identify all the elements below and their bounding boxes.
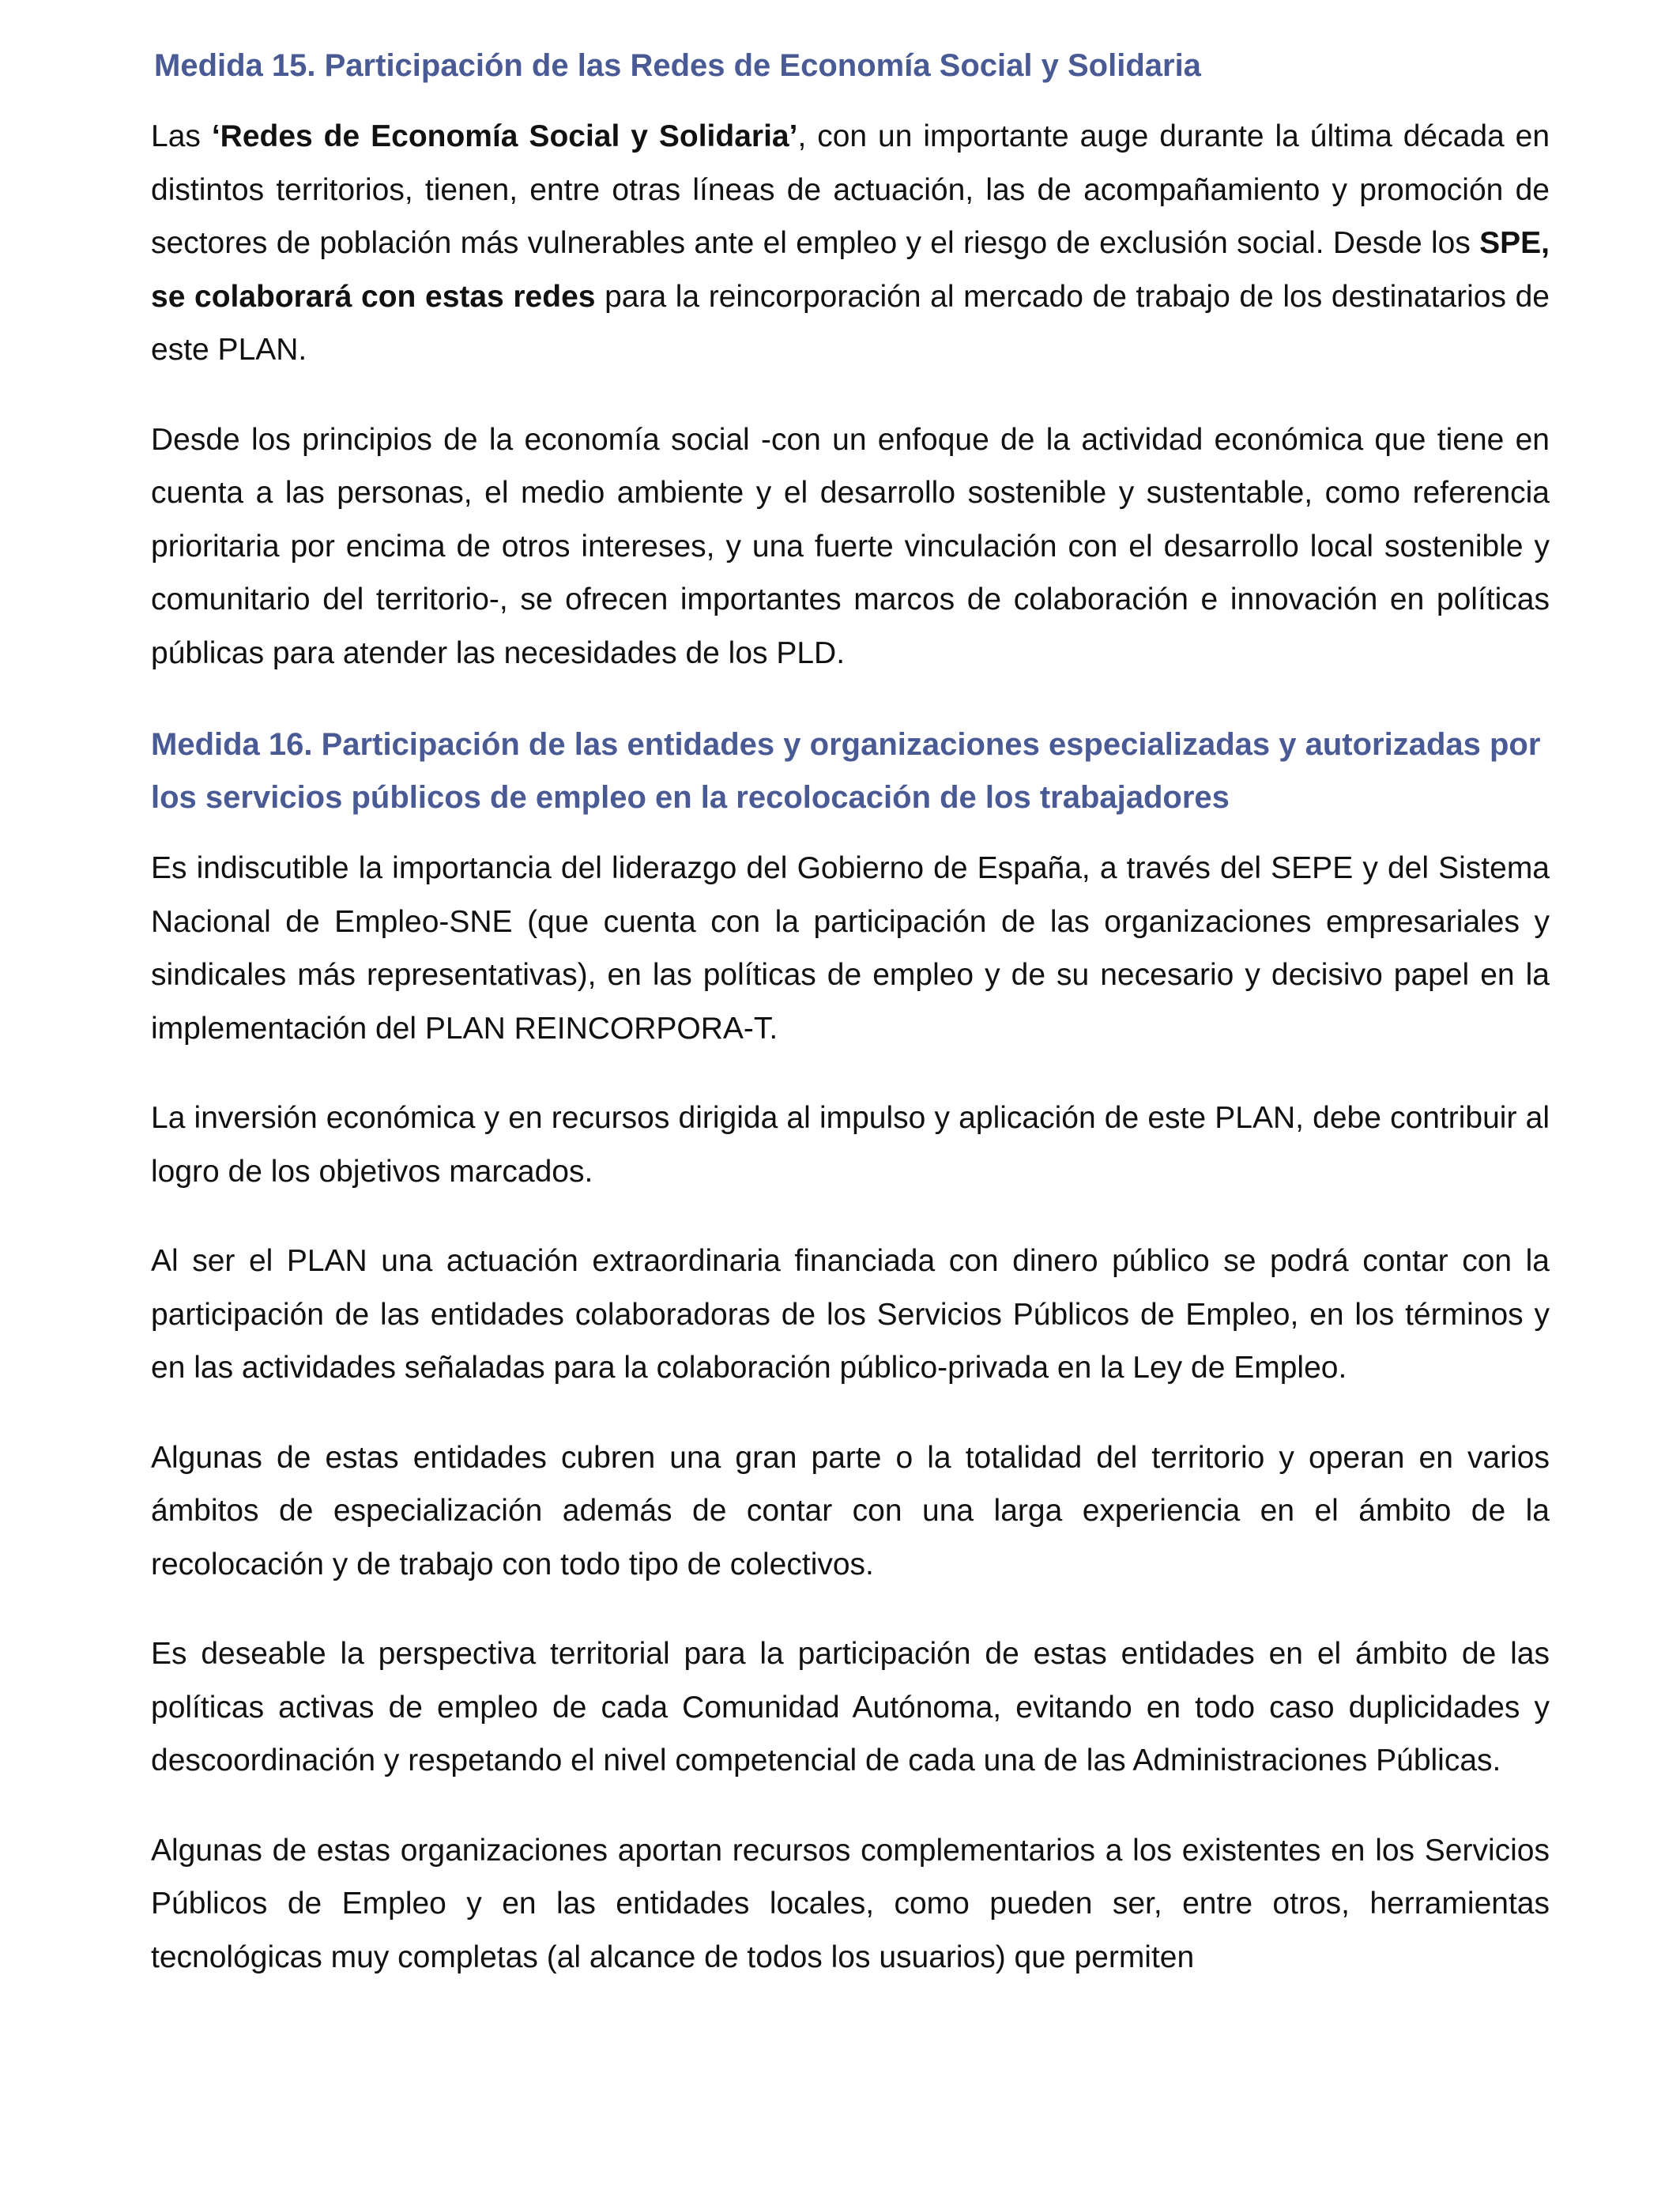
medida-15-heading: Medida 15. Participación de las Redes de Economía Social y Solidaria [154,48,1201,83]
bold-text-run: ‘Redes de Economía Social y Solidaria’ [211,119,798,153]
medida-16-heading: Medida 16. Participación de las entidades y organizaciones especializadas y autorizadas por los servicios públicos de empleo en la recolocación de los trabajadores [151,727,1541,815]
medida-16-paragraph-6: Algunas de estas organizaciones aportan recursos complementarios a los existentes en los Servicios Públicos de Empleo y en las entidades locales, como pueden ser, entre otros, herramientas tecnológicas muy completas (al alcance de todos los usuarios) que permiten [151,1833,1550,1974]
medida-16-paragraph-1: Es indiscutible la importancia del liderazgo del Gobierno de España, a través del SEPE y del Sistema Nacional de Empleo-SNE (que cuenta con la participación de las organizaciones empresariales y sindicales más representativas), en las políticas de empleo y de su necesario y decisivo papel en la implementación del PLAN REINCORPORA-T. [151,851,1550,1046]
bold-text-run: SPE, se colaborará con estas redes [151,226,1550,314]
medida-16-paragraph-2: La inversión económica y en recursos dirigida al impulso y aplicación de este PLAN, debe contribuir al logro de los objetivos marcados. [151,1101,1550,1189]
text-run: para la reincorporación al mercado de trabajo de los destinatarios de este PLAN. [151,279,1550,367]
text-run: Las [151,119,212,153]
medida-16-paragraph-5: Es deseable la perspectiva territorial para la participación de estas entidades en el ámbito de las políticas activas de empleo de cada Comunidad Autónoma, evitando en todo caso duplicidades y descoordinación y respetando el nivel competencial de cada una de las Administraciones Públicas. [151,1637,1550,1777]
medida-16-paragraph-3: Al ser el PLAN una actuación extraordinaria financiada con dinero público se podrá contar con la participación de las entidades colaboradoras de los Servicios Públicos de Empleo, en los términos y en las actividades señaladas para la colaboración público-privada en la Ley de Empleo. [151,1244,1550,1385]
medida-15-paragraph-2: Desde los principios de la economía social -con un enfoque de la actividad económica que tiene en cuenta a las personas, el medio ambiente y el desarrollo sostenible y sustentable, como referencia prioritaria por encima de otros intereses, y una fuerte vinculación con el desarrollo local sostenible y comunitario del territorio-, se ofrecen importantes marcos de colaboración e innovación en políticas públicas para atender las necesidades de los PLD. [151,422,1550,670]
medida-16-paragraph-4: Algunas de estas entidades cubren una gran parte o la totalidad del territorio y operan en varios ámbitos de especialización además de contar con una larga experiencia en el ámbito de la recolocación y de trabajo con todo tipo de colectivos. [151,1440,1550,1581]
document-body [151,40,1550,1984]
text-run: , con un importante auge durante la última década en distintos territorios, tienen, entre otras líneas de actuación, las de acompañamiento y promoción de sectores de población más vulnerables ante el empleo y el riesgo de exclusión social. Desde los [151,119,1550,260]
medida-15-paragraph-1 [151,110,1550,377]
